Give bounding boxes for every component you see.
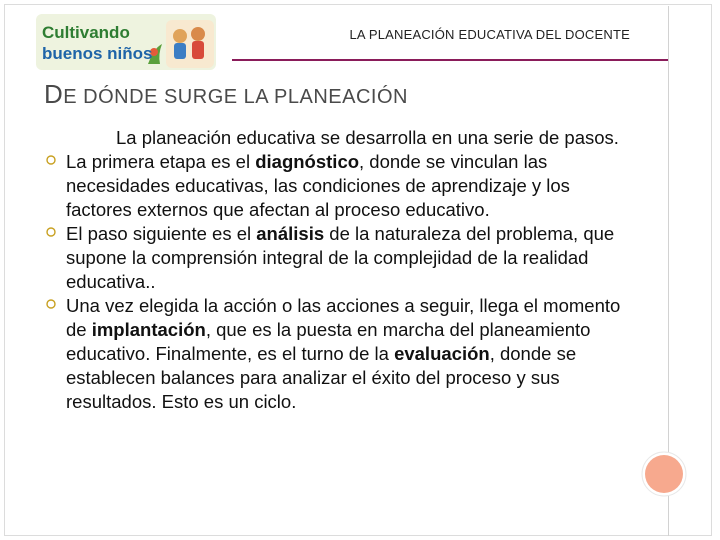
cultivando-logo bbox=[36, 14, 216, 70]
item-keyword: diagnóstico bbox=[255, 151, 360, 172]
title-rest: E DÓNDE SURGE LA PLANEACIÓN bbox=[63, 86, 408, 108]
bullet-icon bbox=[46, 155, 56, 165]
item-text: de la naturaleza del problema, que supone la comprensión integral de la complejidad de la realidad educativa.. bbox=[66, 223, 615, 292]
title-initial: D bbox=[44, 79, 64, 109]
item-keyword: implantación bbox=[91, 319, 206, 340]
item-text: , donde se vinculan las necesidades educativas, las condiciones de aprendizaje y los factores externos que afectan al proceso educativo. bbox=[66, 151, 570, 220]
item-text: , que es la puesta en marcha del planeamiento educativo. Finalmente, es el turno de la bbox=[66, 319, 591, 364]
bullet-icon bbox=[46, 227, 56, 237]
intro-paragraph: La planeación educativa se desarrolla en una serie de pasos. bbox=[116, 127, 619, 148]
item-text: , donde se establecen balances para analizar el éxito del proceso y sus resultados. Esto es un ciclo. bbox=[66, 343, 577, 412]
item-keyword: evaluación bbox=[394, 343, 490, 364]
item-text: La primera etapa es el bbox=[66, 151, 256, 172]
bullet-item-implantacion bbox=[44, 294, 624, 414]
header-title: LA PLANEACIÓN EDUCATIVA DEL DOCENTE bbox=[349, 27, 630, 42]
slide-body bbox=[44, 126, 624, 414]
bullet-item-diagnostico bbox=[44, 150, 624, 222]
item-keyword: análisis bbox=[256, 223, 325, 244]
header-rule bbox=[232, 59, 668, 61]
item-text: El paso siguiente es el bbox=[66, 223, 257, 244]
decorative-circle-icon bbox=[640, 450, 688, 498]
bullet-item-analisis bbox=[44, 222, 624, 294]
svg-text:buenos niños: buenos niños bbox=[42, 44, 153, 63]
bullet-icon bbox=[46, 299, 56, 309]
item-text: Una vez elegida la acción o las acciones a seguir, llega el momento de bbox=[66, 295, 621, 340]
slide-title bbox=[44, 79, 408, 110]
svg-text:Cultivando: Cultivando bbox=[42, 23, 130, 42]
